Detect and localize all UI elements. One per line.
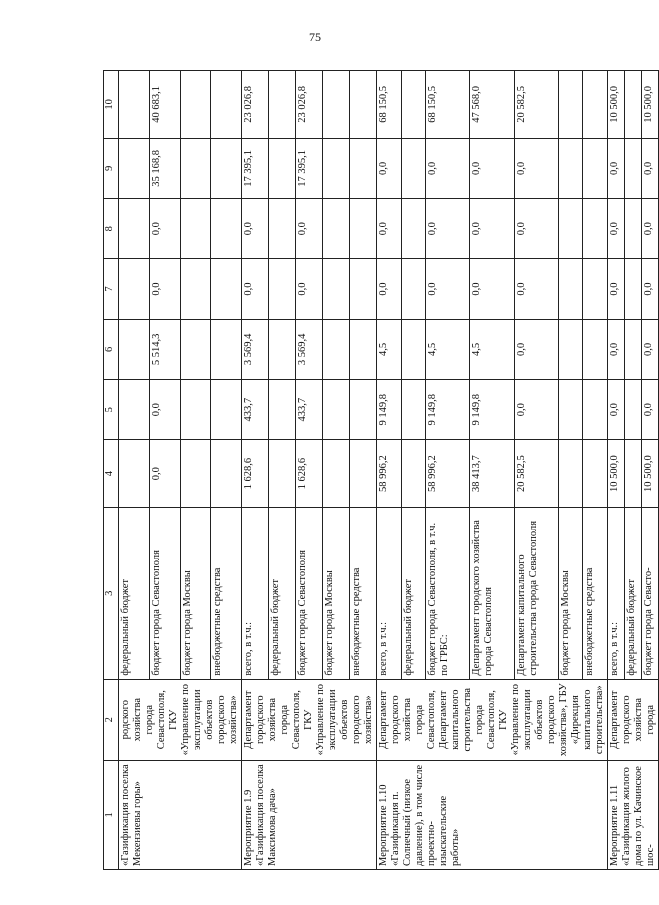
value-cell: 23 026,8	[242, 71, 269, 139]
value-cell: 0,0	[377, 138, 402, 198]
value-cell: 1 628,6	[296, 440, 323, 508]
value-cell: 17 395,1	[296, 138, 323, 198]
value-cell: 3 569,4	[296, 319, 323, 379]
col-header: 2	[104, 679, 119, 760]
value-cell: 17 395,1	[242, 138, 269, 198]
value-cell: 0,0	[296, 199, 323, 259]
executor-cell: Департамент городского хозяйства города	[608, 679, 659, 760]
value-cell: 433,7	[296, 380, 323, 440]
value-cell: 20 582,5	[514, 440, 558, 508]
source-cell: бюджет города Севасто-	[642, 507, 659, 679]
col-header: 4	[104, 440, 119, 508]
value-cell: 10 500,0	[642, 71, 659, 139]
value-cell: 9 149,8	[426, 380, 470, 440]
value-cell: 0,0	[514, 138, 558, 198]
value-cell: 0,0	[377, 259, 402, 319]
value-cell: 0,0	[242, 259, 269, 319]
value-cell: 20 582,5	[514, 71, 558, 139]
value-cell: 10 500,0	[608, 71, 625, 139]
source-cell: федеральный бюджет	[269, 507, 296, 679]
value-cell: 0,0	[608, 380, 625, 440]
value-cell: 0,0	[377, 199, 402, 259]
event-cell: Мероприятие 1.11 «Газификация жилого дома по ул. Качинское шос-	[608, 760, 659, 869]
col-header: 9	[104, 138, 119, 198]
value-cell: 4,5	[377, 319, 402, 379]
col-header: 6	[104, 319, 119, 379]
value-cell: 0,0	[296, 259, 323, 319]
source-cell: федеральный бюджет	[119, 507, 150, 679]
source-cell: всего, в т.ч.:	[608, 507, 625, 679]
table-row	[119, 71, 150, 870]
value-cell: 0,0	[149, 440, 180, 508]
value-cell	[119, 138, 150, 198]
value-cell: 0,0	[642, 138, 659, 198]
budget-table	[103, 70, 659, 870]
value-cell: 58 996,2	[426, 440, 470, 508]
rotated-table-container	[103, 70, 656, 870]
value-cell: 0,0	[608, 259, 625, 319]
value-cell: 0,0	[642, 380, 659, 440]
value-cell: 9 149,8	[470, 380, 514, 440]
source-cell: внебюджетные средства	[350, 507, 377, 679]
event-cell: Мероприятие 1.10 «Газификация п. Солнечный (низкое давление), в том числе проектно-изыскательские работы»	[377, 760, 608, 869]
col-header: 1	[104, 760, 119, 869]
value-cell: 0,0	[426, 259, 470, 319]
source-cell: бюджет города Москвы	[180, 507, 211, 679]
value-cell: 0,0	[149, 199, 180, 259]
value-cell: 0,0	[514, 199, 558, 259]
executor-cell: родского хозяйства города Севастополя, ГКУ «Управление по эксплуатации объектов городского хозяйства»	[119, 679, 242, 760]
executor-cell: Департамент городского хозяйства города Севастополя, ГКУ «Управление по эксплуатации объектов городского хозяйства»	[242, 679, 377, 760]
value-cell: 0,0	[608, 199, 625, 259]
source-cell: Департамент городского хозяйства города Севастополя	[470, 507, 514, 679]
value-cell	[119, 319, 150, 379]
value-cell: 0,0	[514, 319, 558, 379]
value-cell: 47 568,0	[470, 71, 514, 139]
value-cell: 4,5	[470, 319, 514, 379]
value-cell: 0,0	[470, 259, 514, 319]
value-cell: 0,0	[642, 259, 659, 319]
value-cell: 1 628,6	[242, 440, 269, 508]
source-cell: бюджет города Севастополя	[296, 507, 323, 679]
value-cell: 0,0	[642, 199, 659, 259]
value-cell: 4,5	[426, 319, 470, 379]
value-cell: 38 413,7	[470, 440, 514, 508]
source-cell: Департамент капитального строительства города Севастополя	[514, 507, 558, 679]
value-cell: 0,0	[608, 138, 625, 198]
event-cell: Мероприятие 1.9 «Газификация поселка Максимова дача»	[242, 760, 377, 869]
source-cell: всего, в т.ч.:	[242, 507, 269, 679]
value-cell	[119, 199, 150, 259]
col-header: 10	[104, 71, 119, 139]
source-cell: внебюджетные средства	[583, 507, 608, 679]
value-cell: 23 026,8	[296, 71, 323, 139]
value-cell: 68 150,5	[426, 71, 470, 139]
value-cell: 0,0	[242, 199, 269, 259]
value-cell	[119, 71, 150, 139]
col-header: 3	[104, 507, 119, 679]
source-cell: бюджет города Севастополя, в т.ч. по ГРБС:	[426, 507, 470, 679]
value-cell: 10 500,0	[642, 440, 659, 508]
value-cell: 68 150,5	[377, 71, 402, 139]
value-cell: 0,0	[426, 138, 470, 198]
value-cell: 40 683,1	[149, 71, 180, 139]
value-cell: 0,0	[149, 380, 180, 440]
value-cell: 0,0	[426, 199, 470, 259]
table-row	[377, 71, 402, 870]
value-cell: 433,7	[242, 380, 269, 440]
executor-cell: Департамент городского хозяйства города Севастополя, Департамент капитального строительства города Севастополя, ГКУ «Управление по эксплуатации объектов городского хозяйства», ГБУ «Дирекция капитального строительства»	[377, 679, 608, 760]
page-number: 75	[309, 30, 321, 44]
col-header: 7	[104, 259, 119, 319]
source-cell: внебюджетные средства	[211, 507, 242, 679]
source-cell: всего, в т.ч.:	[377, 507, 402, 679]
value-cell	[119, 259, 150, 319]
source-cell: бюджет города Севастополя	[149, 507, 180, 679]
value-cell: 58 996,2	[377, 440, 402, 508]
value-cell: 35 168,8	[149, 138, 180, 198]
table-row	[242, 71, 269, 870]
col-header: 5	[104, 380, 119, 440]
source-cell: федеральный бюджет	[625, 507, 642, 679]
table-row	[608, 71, 625, 870]
value-cell: 0,0	[514, 259, 558, 319]
value-cell	[119, 380, 150, 440]
col-header: 8	[104, 199, 119, 259]
header-row	[104, 71, 119, 870]
value-cell: 0,0	[642, 319, 659, 379]
value-cell: 10 500,0	[608, 440, 625, 508]
value-cell: 0,0	[608, 319, 625, 379]
source-cell: бюджет города Москвы	[558, 507, 583, 679]
value-cell	[119, 440, 150, 508]
event-cell: «Газификация поселка Мекензиевы горы»	[119, 760, 242, 869]
value-cell: 9 149,8	[377, 380, 402, 440]
source-cell: бюджет города Москвы	[323, 507, 350, 679]
value-cell: 5 514,3	[149, 319, 180, 379]
value-cell: 0,0	[149, 259, 180, 319]
value-cell: 0,0	[470, 199, 514, 259]
value-cell: 0,0	[470, 138, 514, 198]
source-cell: федеральный бюджет	[401, 507, 426, 679]
value-cell: 3 569,4	[242, 319, 269, 379]
value-cell: 0,0	[514, 380, 558, 440]
